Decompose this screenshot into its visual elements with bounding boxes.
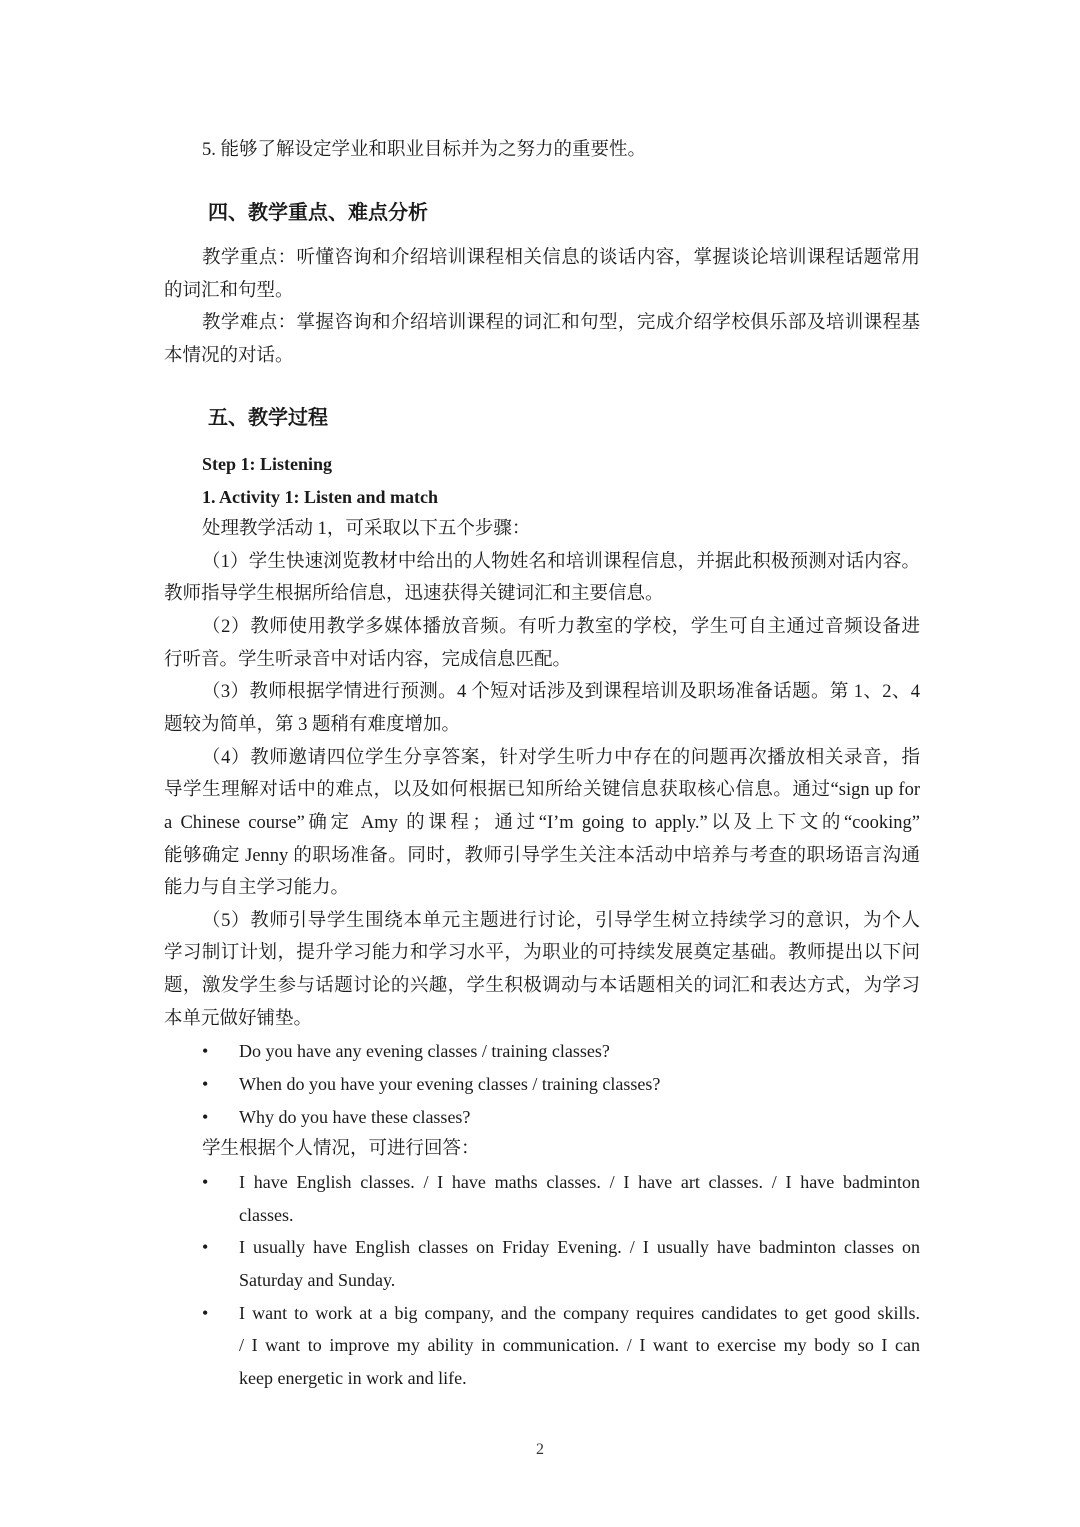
step-4-line-3: a Chinese course”确定 Amy 的课程；通过“I’m going to apply.”以及上下文的“cooking” — [164, 813, 920, 833]
answer-3-line-3: keep energetic in work and life. — [239, 1368, 467, 1388]
bullet-icon: • — [202, 1041, 209, 1061]
step-2-line-2: 行听音。学生听录音中对话内容，完成信息匹配。 — [164, 650, 572, 670]
step-1-line-1: （1）学生快速浏览教材中给出的人物姓名和培训课程信息，并据此积极预测对话内容。 — [202, 552, 920, 572]
step-4-line-1: （4）教师邀请四位学生分享答案，针对学生听力中存在的问题再次播放相关录音，指 — [202, 748, 920, 768]
bullet-icon: • — [202, 1107, 209, 1127]
difficulty-line-1: 教学难点：掌握咨询和介绍培训课程的词汇和句型，完成介绍学校俱乐部及培训课程基 — [202, 313, 920, 333]
difficulty-line-2: 本情况的对话。 — [164, 346, 294, 366]
answer-1-line-2: classes. — [239, 1205, 294, 1225]
answer-3-line-1: I want to work at a big company, and the company requires candidates to get good skills. — [239, 1303, 920, 1323]
key-point-line-2: 的词汇和句型。 — [164, 281, 294, 301]
step-1-title: Step 1: Listening — [202, 454, 333, 474]
question-3: Why do you have these classes? — [239, 1107, 471, 1127]
step-2-line-1: （2）教师使用教学多媒体播放音频。有听力教室的学校，学生可自主通过音频设备进 — [202, 617, 920, 637]
objective-5: 5. 能够了解设定学业和职业目标并为之努力的重要性。 — [202, 140, 647, 160]
question-1: Do you have any evening classes / training classes? — [239, 1041, 610, 1061]
answer-3-line-2: / I want to improve my ability in communication. / I want to exercise my body so I can — [239, 1335, 920, 1355]
step-4-line-4: 能够确定 Jenny 的职场准备。同时，教师引导学生关注本活动中培养与考查的职场语言沟通 — [164, 846, 920, 866]
step-5-line-2: 学习制订计划，提升学习能力和学习水平，为职业的可持续发展奠定基础。教师提出以下问 — [164, 943, 920, 963]
step-5-line-3: 题，激发学生参与话题讨论的兴趣，学生积极调动与本话题相关的词汇和表达方式，为学习 — [164, 976, 920, 996]
bullet-icon: • — [202, 1074, 209, 1094]
step-3-line-1: （3）教师根据学情进行预测。4 个短对话涉及到课程培训及职场准备话题。第 1、2、4 — [202, 682, 920, 702]
step-3-line-2: 题较为简单，第 3 题稍有难度增加。 — [164, 715, 461, 735]
step-1-line-2: 教师指导学生根据所给信息，迅速获得关键词汇和主要信息。 — [164, 584, 664, 604]
section-5-heading: 五、教学过程 — [208, 407, 328, 429]
bullet-icon: • — [202, 1237, 209, 1257]
answer-2-line-1: I usually have English classes on Friday Evening. / I usually have badminton classes on — [239, 1237, 920, 1257]
step-5-line-1: （5）教师引导学生围绕本单元主题进行讨论，引导学生树立持续学习的意识，为个人 — [202, 911, 920, 931]
question-2: When do you have your evening classes / training classes? — [239, 1074, 661, 1094]
step-4-line-2: 导学生理解对话中的难点，以及如何根据已知所给关键信息获取核心信息。通过“sign up for — [164, 780, 920, 800]
step-5-line-4: 本单元做好铺垫。 — [164, 1009, 313, 1029]
step-4-line-5: 能力与自主学习能力。 — [164, 878, 350, 898]
answer-1-line-1: I have English classes. / I have maths classes. / I have art classes. / I have badminton — [239, 1172, 920, 1192]
steps-intro: 处理教学活动 1，可采取以下五个步骤： — [202, 519, 531, 539]
key-point-line-1: 教学重点：听懂咨询和介绍培训课程相关信息的谈话内容，掌握谈论培训课程话题常用 — [202, 248, 920, 268]
section-4-heading: 四、教学重点、难点分析 — [208, 202, 428, 224]
answers-intro: 学生根据个人情况，可进行回答： — [202, 1139, 480, 1159]
answer-2-line-2: Saturday and Sunday. — [239, 1270, 396, 1290]
bullet-icon: • — [202, 1303, 209, 1323]
bullet-icon: • — [202, 1172, 209, 1192]
activity-1-title: 1. Activity 1: Listen and match — [202, 487, 438, 507]
page-number: 2 — [536, 1441, 544, 1458]
